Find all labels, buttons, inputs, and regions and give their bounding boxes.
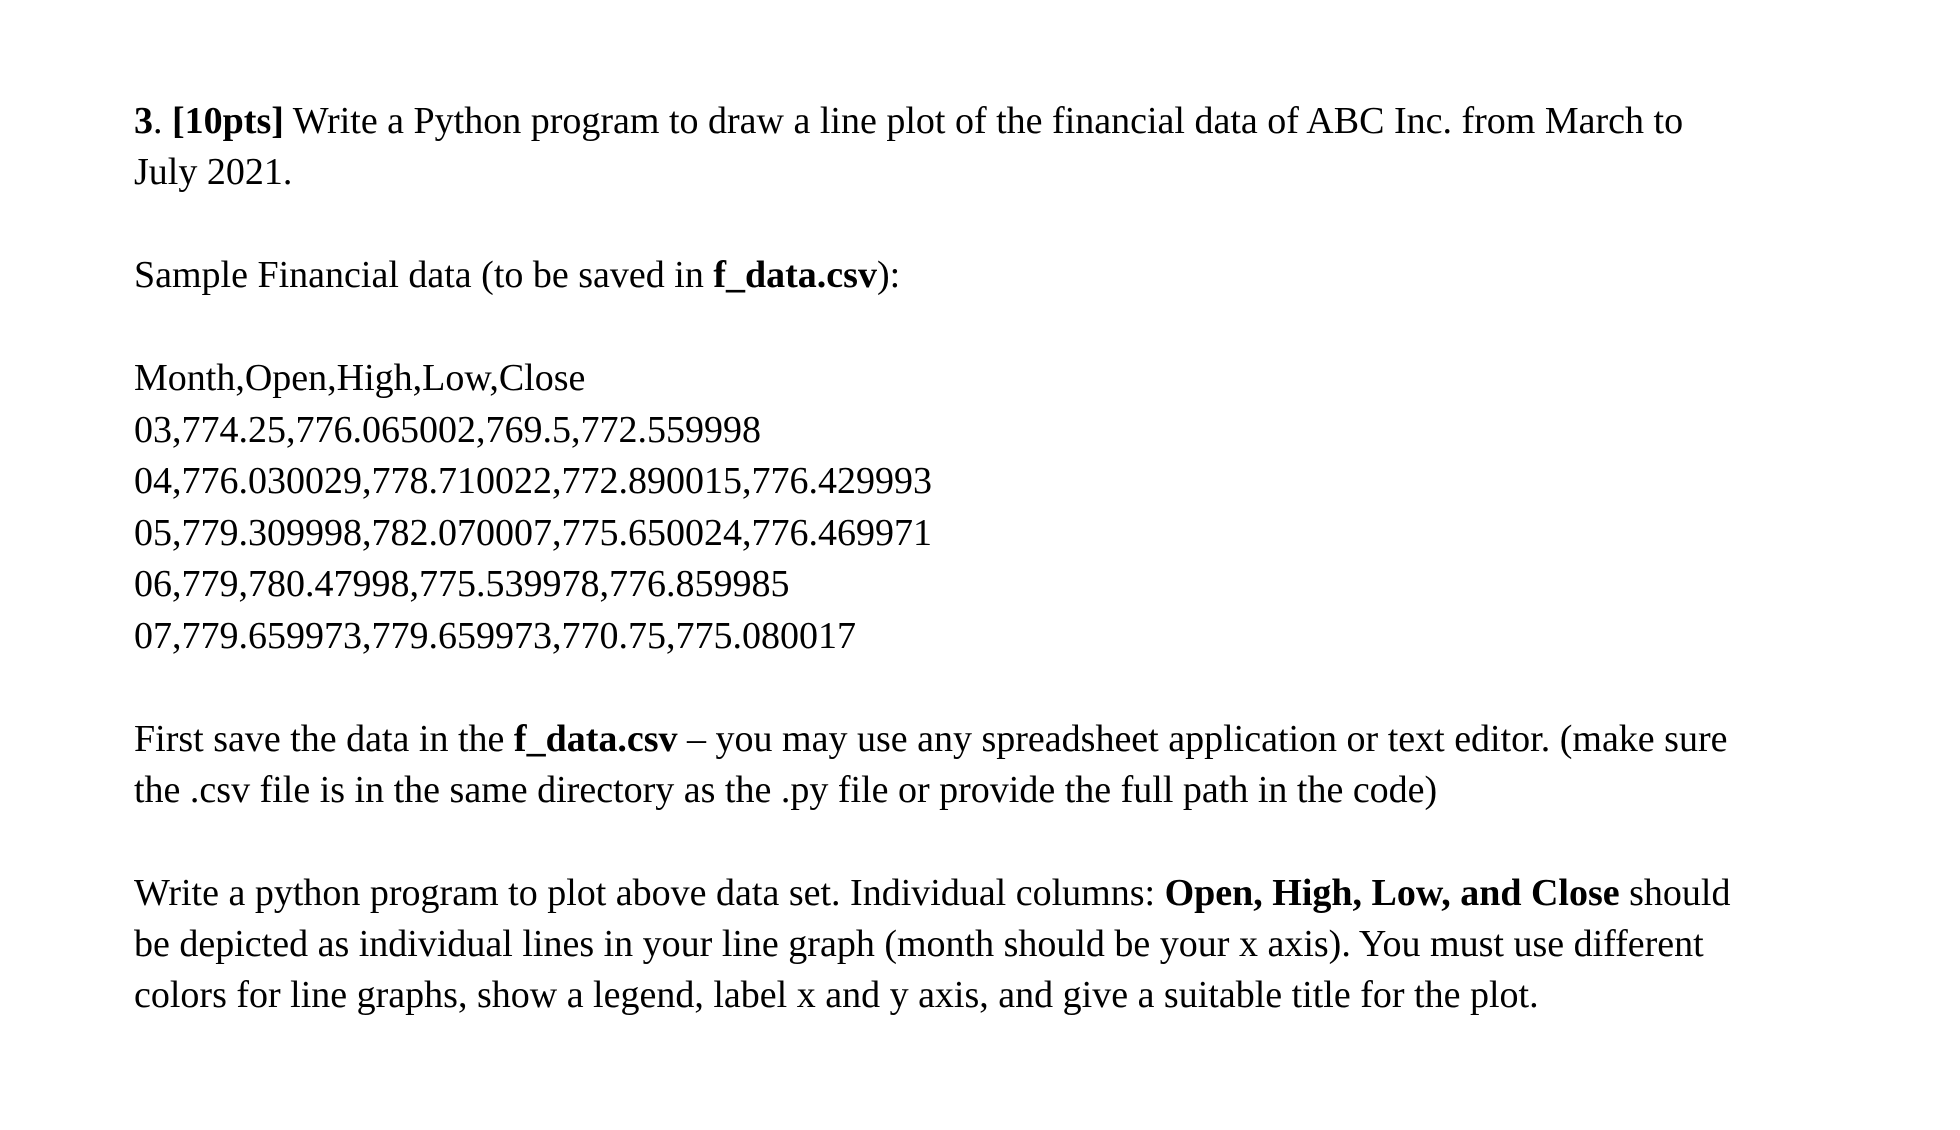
csv-data-row: 07,779.659973,779.659973,770.75,775.080017 [134,614,856,657]
save-instruction-line-1 [134,714,1834,765]
question-points: [10pts] [172,100,284,142]
question-number: 3 [134,100,153,142]
question-title-line-2: July 2021. [134,151,293,193]
plot-instruction-suffix: should [1619,872,1731,914]
save-instruction [134,714,1834,816]
plot-instruction-line-1 [134,868,1834,919]
csv-header-row: Month,Open,High,Low,Close [134,357,586,399]
save-instruction-rest: – you may use any spreadsheet application or text editor. (make sure [677,718,1728,760]
plot-instruction-prefix: Write a python program to plot above data set. Individual columns: [134,872,1165,914]
csv-data-row: 03,774.25,776.065002,769.5,772.559998 [134,408,761,451]
csv-data-block [134,353,1834,662]
sample-data-suffix: ): [876,254,901,296]
question-title-line-1 [134,96,1834,147]
csv-data-row: 06,779,780.47998,775.539978,776.859985 [134,563,790,605]
plot-instruction-line-3: colors for line graphs, show a legend, label x and y axis, and give a suitable title for the plot. [134,974,1539,1016]
csv-data-row: 04,776.030029,778.710022,772.890015,776.429993 [134,460,932,502]
plot-instruction-line-2: be depicted as individual lines in your line graph (month should be your x axis). You must use different [134,923,1704,965]
sample-data-prefix: Sample Financial data (to be saved in [134,254,714,296]
csv-data-row: 05,779.309998,782.070007,775.650024,776.469971 [134,511,932,554]
question-title-text: Write a Python program to draw a line plot of the financial data of ABC Inc. from March to [283,100,1684,142]
question-number-dot: . [153,100,172,142]
save-instruction-prefix: First save the data in the [134,718,514,760]
save-instruction-filename: f_data.csv [513,718,678,760]
plot-instruction [134,868,1834,1021]
question-document [134,96,1834,1021]
sample-data-intro [134,250,1834,301]
sample-data-filename: f_data.csv [713,254,877,296]
save-instruction-line-2: the .csv file is in the same directory as the .py file or provide the full path in the code) [134,769,1438,811]
plot-instruction-columns: Open, High, Low, and Close [1164,872,1620,914]
question-title [134,96,1834,198]
